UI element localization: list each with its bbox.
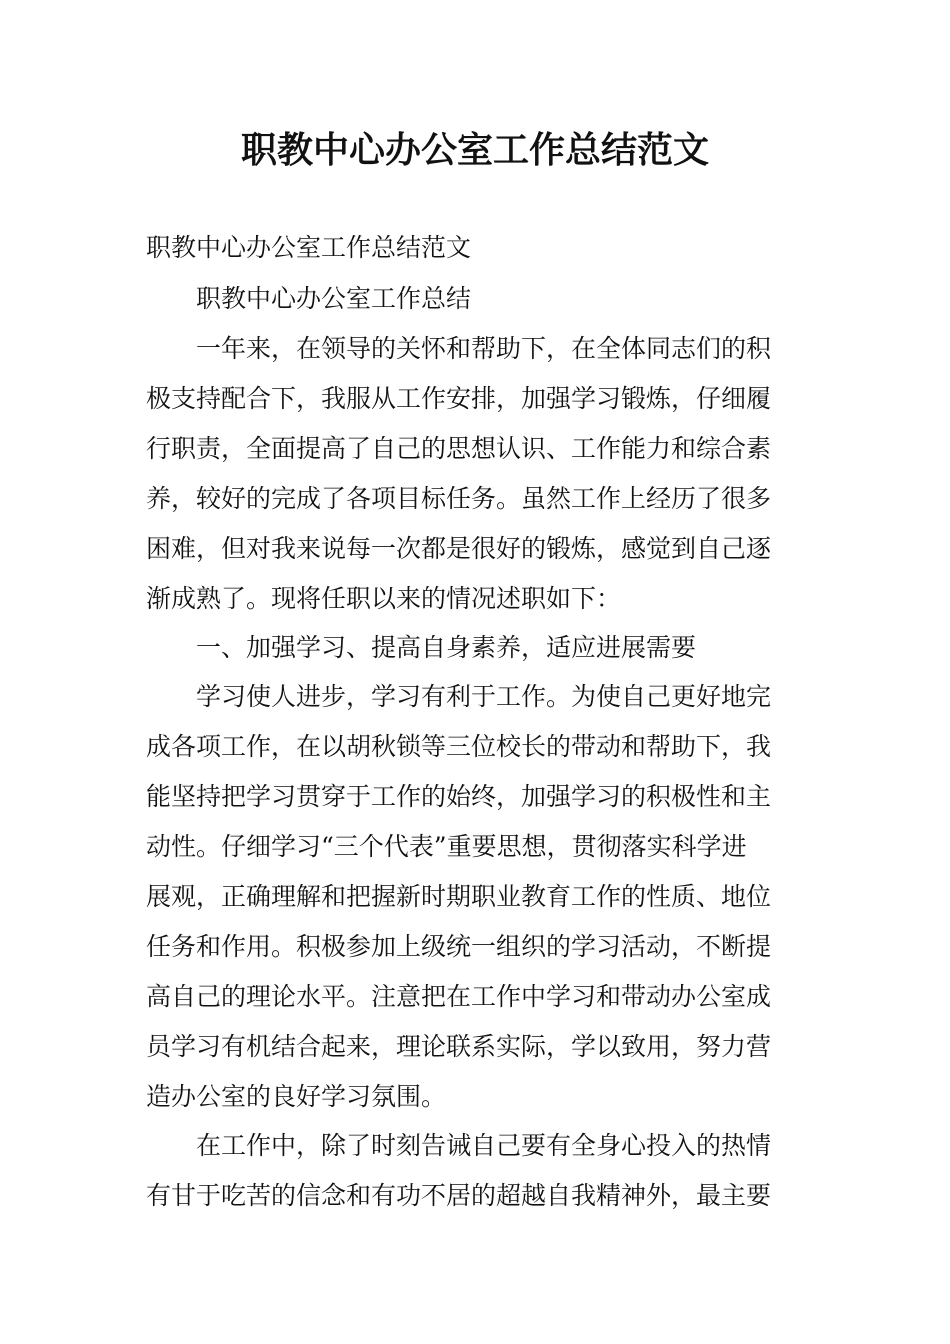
section-heading: 一、加强学习、提高自身素养，适应进展需要 <box>196 633 697 662</box>
body-line: 职教中心办公室工作总结范文 <box>146 233 472 262</box>
paragraph-line: 员学习有机结合起来，理论联系实际，学以致用，努力营 <box>146 1032 772 1061</box>
body-line: 职教中心办公室工作总结 <box>196 284 472 313</box>
paragraph-line: 行职责，全面提高了自己的思想认识、工作能力和综合素 <box>146 434 772 463</box>
paragraph-line: 学习使人进步，学习有利于工作。为使自己更好地完 <box>196 682 772 711</box>
document-title: 职教中心办公室工作总结范文 <box>240 130 709 171</box>
paragraph-line: 有甘于吃苦的信念和有功不居的超越自我精神外，最主要 <box>146 1181 772 1210</box>
paragraph-line: 一年来，在领导的关怀和帮助下，在全体同志们的积 <box>196 334 772 363</box>
paragraph-line: 成各项工作，在以胡秋锁等三位校长的带动和帮助下，我 <box>146 732 772 761</box>
paragraph-line: 极支持配合下，我服从工作安排，加强学习锻炼，仔细履 <box>146 384 772 413</box>
paragraph-line: 展观，正确理解和把握新时期职业教育工作的性质、地位 <box>146 882 772 911</box>
paragraph-line: 养，较好的完成了各项目标任务。虽然工作上经历了很多 <box>146 484 772 513</box>
paragraph-line: 渐成熟了。现将任职以来的情况述职如下： <box>146 584 622 613</box>
paragraph-line: 任务和作用。积极参加上级统一组织的学习活动，不断提 <box>146 932 772 961</box>
paragraph-line: 在工作中，除了时刻告诫自己要有全身心投入的热情 <box>196 1131 772 1160</box>
paragraph-line: 能坚持把学习贯穿于工作的始终，加强学习的积极性和主 <box>146 782 772 811</box>
paragraph-line: 动性。仔细学习“三个代表”重要思想，贯彻落实科学进 <box>146 832 747 861</box>
paragraph-line: 造办公室的良好学习氛围。 <box>146 1082 447 1111</box>
paragraph-line: 高自己的理论水平。注意把在工作中学习和带动办公室成 <box>146 982 772 1011</box>
paragraph-line: 困难，但对我来说每一次都是很好的锻炼，感觉到自己逐 <box>146 534 772 563</box>
